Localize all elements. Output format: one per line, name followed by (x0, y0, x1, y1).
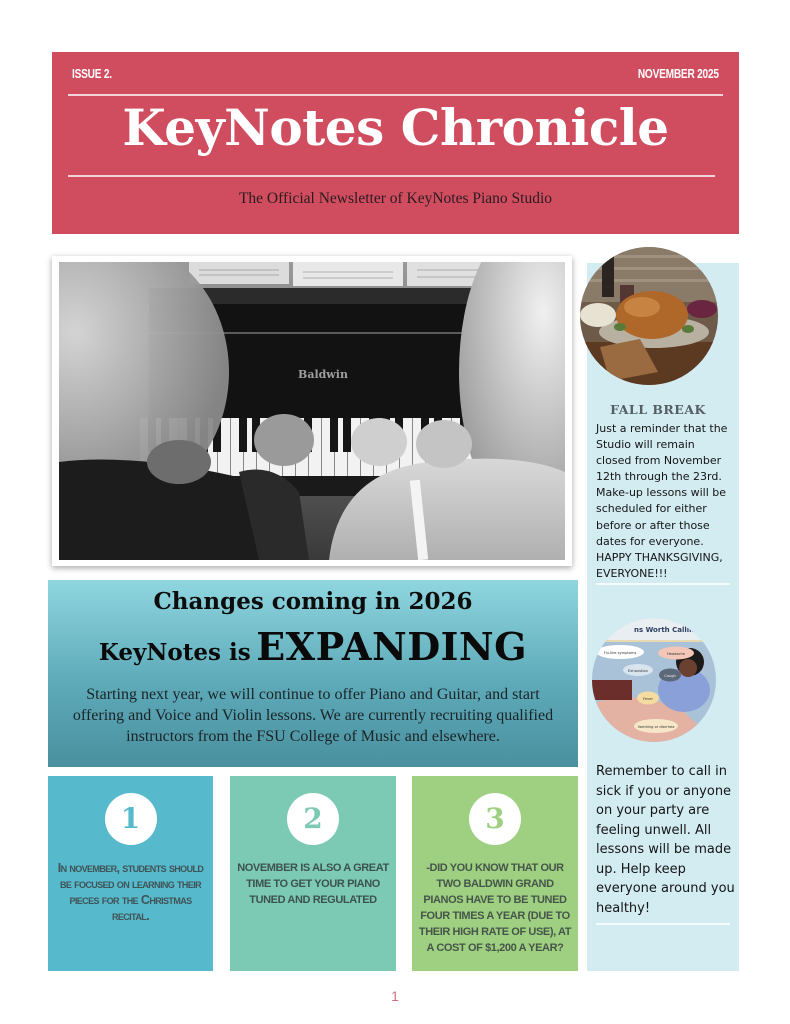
tip-number-badge: 2 (287, 793, 339, 845)
announcement-banner (48, 580, 578, 767)
tip-number-badge: 1 (105, 793, 157, 845)
thanksgiving-turkey-photo (580, 247, 718, 385)
tip-text: NOVEMBER IS ALSO A GREAT TIME TO GET YOUR PIANO TUNED AND REGULATED (237, 862, 389, 906)
masthead (52, 52, 739, 234)
issue-date: NOVEMBER 2025 (638, 66, 719, 81)
symptom-label: Fever (643, 697, 653, 701)
tip-text: -DID YOU KNOW THAT OUR TWO BALDWIN GRAND PIANOS HAVE TO BE TUNED FOUR TIMES A YEAR (DUE TO THEIR HIGH RATE OF USE), AT A COST OF $1,200 A YEAR? (418, 862, 572, 954)
symptom-label: Headache (666, 652, 686, 656)
piano-brand-lettering: Baldwin (298, 368, 348, 381)
hero-photo (52, 256, 572, 566)
sidebar (587, 263, 739, 971)
symptom-label: Exhaustion (628, 669, 648, 673)
fall-break-heading: FALL BREAK (610, 402, 706, 417)
masthead-rule-top (68, 94, 723, 96)
banner-subheading-emphasis: EXPANDING (256, 624, 528, 669)
illustration-title: ns Worth Calling In (634, 626, 710, 634)
tip-card-3 (412, 776, 578, 971)
newsletter-subtitle: The Official Newsletter of KeyNotes Piano Studio (238, 190, 553, 207)
symptom-label: Flu-like symptoms (603, 651, 637, 655)
symptom-label: Vomiting or diarrhea (637, 725, 675, 729)
issue-label: ISSUE 2. (72, 66, 112, 81)
masthead-rule-bottom (68, 175, 715, 177)
symptom-label: Cough (664, 674, 676, 678)
tip-card-1 (48, 776, 213, 971)
banner-body: Starting next year, we will continue to offer Piano and Guitar, and start offering and Voice and Violin lessons. We are currently recruiting qualified instructors from the FSU College of Music and elsewhere. (72, 686, 554, 745)
sick-symptoms-illustration (592, 618, 716, 742)
piano-duet-photo (59, 262, 565, 560)
banner-heading: Changes coming in 2026 (153, 588, 473, 615)
page-number: 1 (391, 988, 399, 1004)
banner-subheading-prefix: KeyNotes is (98, 639, 251, 666)
sidebar-divider (596, 923, 730, 925)
tip-number-badge: 3 (469, 793, 521, 845)
tip-card-2 (230, 776, 396, 971)
sidebar-divider (596, 583, 730, 585)
tip-text: In november, students should be focused on learning their pieces for the Christmas recital. (57, 861, 204, 923)
sick-notice: Remember to call in sick if you or anyone on your party are feeling unwell. All lessons will be made up. Help keep everyone around you healthy! (596, 764, 735, 916)
banner-subheading (48, 624, 578, 669)
newsletter-title: KeyNotes Chronicle (122, 98, 669, 157)
fall-break-body: Just a reminder that the Studio will remain closed from November 12th through the 23rd. Make-up lessons will be scheduled for either before or after those dates for everyone. HAPPY THANKSGIVING, EVERYONE!!! (596, 422, 728, 580)
